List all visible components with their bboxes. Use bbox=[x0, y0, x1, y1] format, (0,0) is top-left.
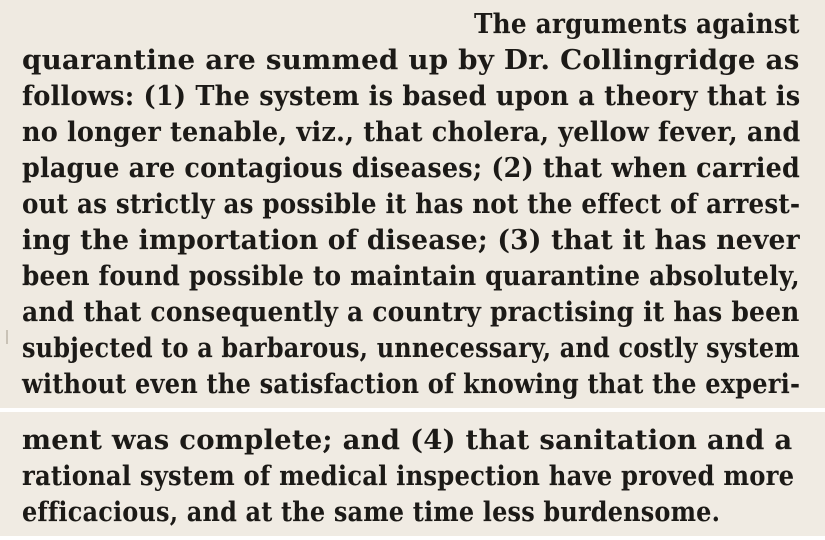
text-line: efficacious, and at the same time less burdensome. bbox=[22, 497, 721, 528]
text-line: rational system of medical inspection have proved more bbox=[22, 461, 795, 492]
text-line: plague are contagious diseases; (2) that when carried bbox=[22, 153, 800, 184]
text-line: quarantine are summed up by Dr. Collingridge as bbox=[22, 45, 800, 76]
text-line: ment was complete; and (4) that sanitation and a bbox=[22, 425, 793, 456]
text-line: no longer tenable, viz., that cholera, yellow fever, and bbox=[22, 117, 801, 148]
text-block-bottom bbox=[0, 412, 825, 536]
text-line: without even the satisfaction of knowing that the experi- bbox=[22, 369, 801, 400]
text-line: The arguments against bbox=[474, 9, 800, 40]
margin-mark bbox=[6, 330, 8, 344]
text-line: subjected to a barbarous, unnecessary, and costly system bbox=[22, 333, 800, 364]
text-line: out as strictly as possible it has not the effect of arrest- bbox=[22, 189, 801, 220]
text-line: been found possible to maintain quarantine absolutely, bbox=[22, 261, 800, 292]
text-line: and that consequently a country practising it has been bbox=[22, 297, 800, 328]
text-line: follows: (1) The system is based upon a theory that is bbox=[22, 81, 801, 112]
text-line: ing the importation of disease; (3) that it has never bbox=[22, 225, 800, 256]
